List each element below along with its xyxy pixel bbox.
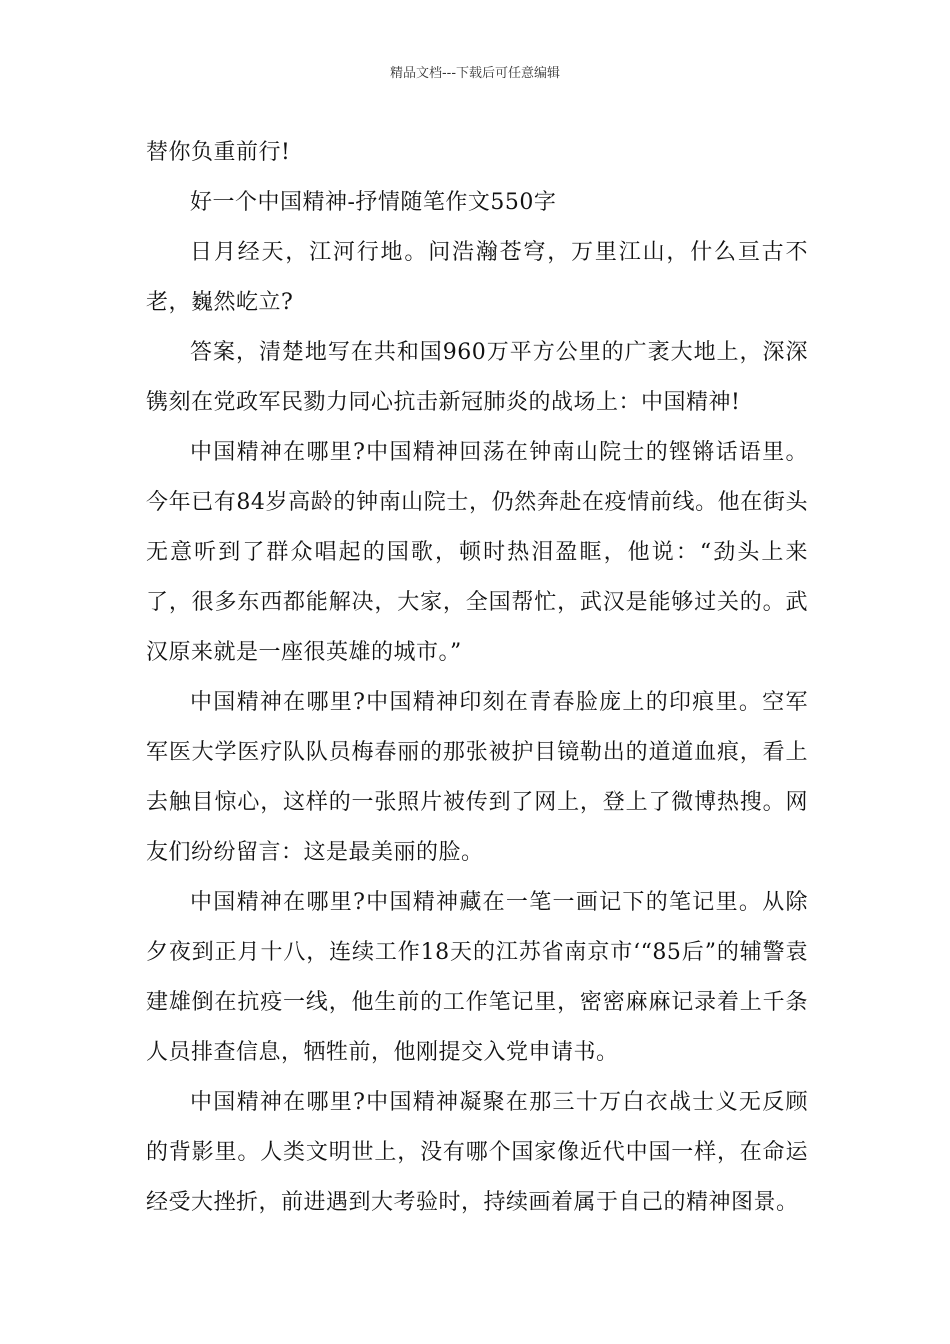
paragraph: 中国精神在哪里?中国精神回荡在钟南山院士的铿锵话语里。今年已有84岁高龄的钟南山院士，仍然奔赴在疫情前线。他在街头无意听到了群众唱起的国歌，顿时热泪盈眶，他说：“劲头上来了，很多东西都能解决，大家，全国帮忙，武汉是能够过关的。武汉原来就是一座很英雄的城市。” bbox=[146, 440, 808, 665]
article-title: 好一个中国精神-抒情随笔作文550字 bbox=[190, 190, 557, 215]
paragraph: 日月经天，江河行地。问浩瀚苍穹，万里江山，什么亘古不老，巍然屹立? bbox=[146, 240, 808, 315]
paragraph: 答案，清楚地写在共和国960万平方公里的广袤大地上，深深镌刻在党政军民勠力同心抗击新冠肺炎的战场上：中国精神! bbox=[146, 340, 808, 415]
paragraph: 中国精神在哪里?中国精神印刻在青春脸庞上的印痕里。空军军医大学医疗队队员梅春丽的那张被护目镜勒出的道道血痕，看上去触目惊心，这样的一张照片被传到了网上，登上了微博热搜。网友们纷纷留言：这是最美丽的脸。 bbox=[146, 690, 808, 865]
article-body bbox=[146, 128, 808, 1228]
page-header: 精品文档---下载后可任意编辑 bbox=[389, 66, 561, 81]
paragraph: 中国精神在哪里?中国精神凝聚在那三十万白衣战士义无反顾的背影里。人类文明世上，没有哪个国家像近代中国一样，在命运经受大挫折，前进遇到大考验时，持续画着属于自己的精神图景。 bbox=[146, 1090, 808, 1215]
paragraph: 中国精神在哪里?中国精神藏在一笔一画记下的笔记里。从除夕夜到正月十八，连续工作18天的江苏省南京市‘“85后”的辅警袁建雄倒在抗疫一线，他生前的工作笔记里，密密麻麻记录着上千条人员排查信息，牺牲前，他刚提交入党申请书。 bbox=[146, 890, 808, 1065]
paragraph: 替你负重前行! bbox=[146, 140, 291, 165]
